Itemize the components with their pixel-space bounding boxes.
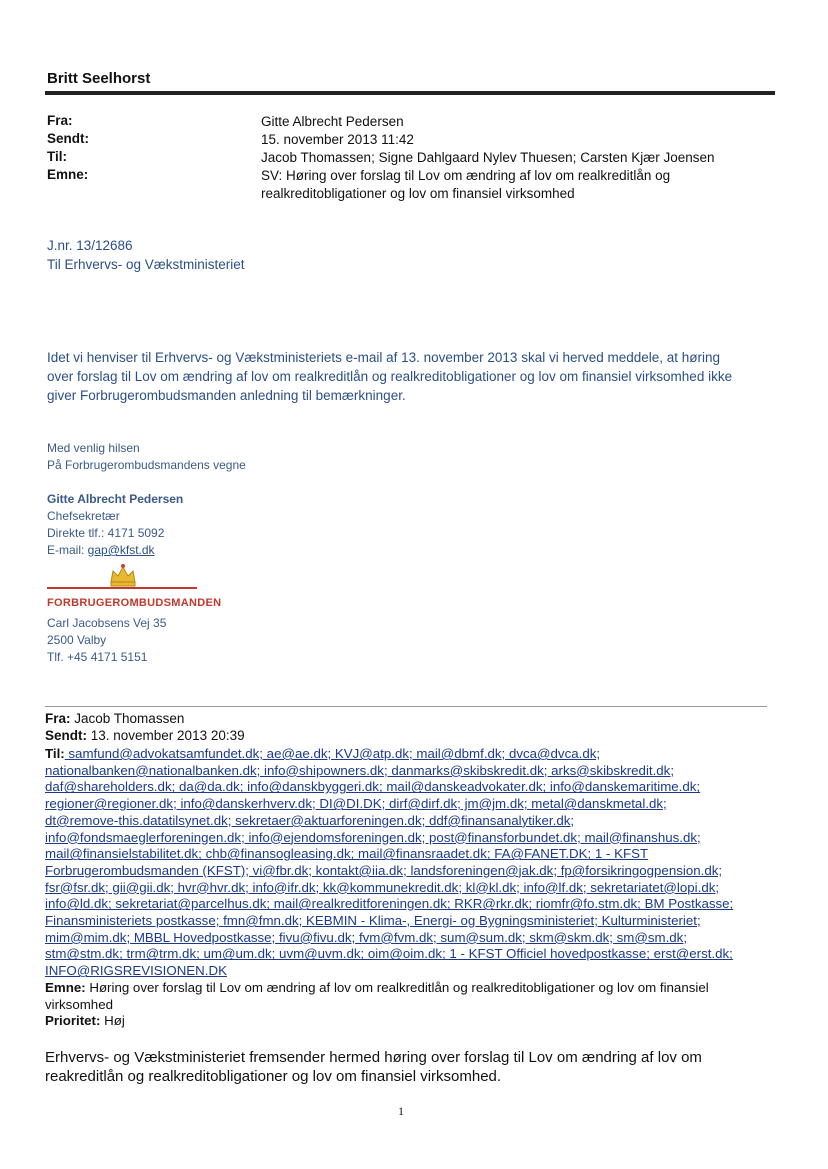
recipient-list-line[interactable]: Forbrugerombudsmanden (KFST); vi@fbr.dk; kontakt@iia.dk; landsforeningen@jak.dk; fp@forsikringogpension.dk; (45, 862, 723, 878)
recipient-list-line[interactable]: mail@finansielstabilitet.dk; chb@finansogleasing.dk; mail@finansraadet.dk; FA@FANET.DK; 1 - KFST (45, 846, 649, 862)
recipient-list-line[interactable]: fsr@fsr.dk; gii@gii.dk; hvr@hvr.dk; info@ifr.dk; kk@kommunekredit.dk; kl@kl.dk; info@lf.dk; sekretariatet@lopi.dk; (45, 879, 720, 895)
recipient-list-line[interactable]: regioner@regioner.dk; info@danskerhverv.dk; DI@DI.DK; dirf@dirf.dk; jm@jm.dk; metal@danskmetal.dk; (45, 796, 667, 812)
journal-number: J.nr. 13/12686 (47, 238, 133, 253)
signature-email-link[interactable]: gap@kfst.dk (87, 543, 155, 557)
page-number: 1 (398, 1104, 404, 1118)
forwarded-from-value: Jacob Thomassen (70, 711, 185, 726)
signature-greeting: Med venlig hilsen (47, 441, 140, 455)
forwarded-to-block (45, 746, 767, 1030)
recipient-list-line[interactable]: dt@remove-this.datatilsynet.dk; sekretaer@aktuarforeningen.dk; ddf@finansanalytiker.dk; (45, 812, 575, 828)
recipient-list-line[interactable]: INFO@RIGSREVISIONEN.DK (45, 963, 227, 979)
recipient-line: Til Erhvervs- og Vækstministeriet (47, 257, 245, 272)
priority-label: Prioritet: (45, 1013, 101, 1029)
address-line-1: Carl Jacobsens Vej 35 (47, 616, 167, 630)
forwarded-from (45, 711, 765, 728)
forwarded-sent-value: 13. november 2013 20:39 (87, 728, 245, 743)
subject-label: Emne: (47, 167, 89, 182)
sent-label: Sendt: (47, 131, 89, 146)
forwarded-sent (45, 728, 765, 745)
recipient-list-line[interactable]: mim@mim.dk; MBBL Hovedpostkasse; fivu@fivu.dk; fvm@fvm.dk; sum@sum.dk; skm@skm.dk; sm@sm.dk; (45, 929, 688, 945)
crown-logo-icon (108, 562, 138, 588)
signature-on-behalf: På Forbrugerombudsmandens vegne (47, 458, 246, 472)
address-line-2: 2500 Valby (47, 633, 107, 647)
forwarded-subject-line-1: Høring over forslag til Lov om ændring af lov om realkreditlån og realkreditobligationer og lov om finansiel (85, 979, 709, 995)
signature-email-row (47, 542, 155, 559)
recipient-list-line[interactable]: nationalbanken@nationalbanken.dk; info@shipowners.dk; danmarks@skibskredit.dk; arks@skibskredit.dk; (45, 762, 675, 778)
to-value: Jacob Thomassen; Signe Dahlgaard Nylev Thuesen; Carsten Kjær Joensen (261, 150, 715, 165)
forwarded-subject-line-2: virksomhed (45, 996, 113, 1012)
sent-value: 15. november 2013 11:42 (261, 132, 414, 147)
to-label: Til: (47, 149, 67, 164)
recipient-list-line[interactable]: samfund@advokatsamfundet.dk; ae@ae.dk; KVJ@atp.dk; mail@dbmf.dk; dvca@dvca.dk; (64, 746, 601, 761)
recipient-list-line[interactable]: stm@stm.dk; trm@trm.dk; um@um.dk; uvm@uvm.dk; oim@oim.dk; 1 - KFST Officiel hovedpostkasse; erst@erst.dk; (45, 946, 733, 962)
priority-value: Høj (100, 1013, 125, 1029)
from-value: Gitte Albrecht Pedersen (261, 114, 404, 129)
document-owner: Britt Seelhorst (47, 70, 151, 87)
signature-phone: Direkte tlf.: 4171 5092 (47, 526, 165, 540)
body-line-2: over forslag til Lov om ændring af lov om realkreditlån og realkreditobligationer og lov om finansiel virksomhed ikke (47, 369, 733, 384)
forwarded-body-line-2: reakreditlån og realkreditobligationer og lov om finansiel virksomhed. (45, 1068, 502, 1085)
forwarded-sent-label: Sendt: (45, 728, 87, 743)
forwarded-to-label: Til: (45, 746, 65, 761)
forward-separator (45, 706, 767, 707)
subject-value (261, 167, 731, 203)
reference-block (47, 236, 245, 274)
forwarded-from-label: Fra: (45, 711, 71, 726)
forwarded-body-line-1: Erhvervs- og Vækstministeriet fremsender hermed høring over forslag til Lov om ændring af lov om (45, 1049, 702, 1066)
recipient-list-line[interactable]: daf@shareholders.dk; da@da.dk; info@danskbyggeri.dk; mail@danskeadvokater.dk; info@danskemaritime.dk; (45, 779, 701, 795)
subject-line-2: realkreditobligationer og lov om finansiel virksomhed (261, 186, 575, 201)
header-rule (45, 91, 775, 95)
subject-line-1: SV: Høring over forslag til Lov om ændring af lov om realkreditlån og (261, 168, 671, 183)
logo-divider (47, 587, 197, 589)
recipient-list-line[interactable]: info@ld.dk; sekretariat@parcelhus.dk; mail@realkreditforeningen.dk; RKR@rkr.dk; riomfr@fo.stm.dk; BM Postkasse; (45, 896, 734, 912)
forwarded-subject-label: Emne: (45, 979, 86, 995)
email-label: E-mail: (47, 543, 88, 557)
recipient-list-line[interactable]: Finansministeriets postkasse; fmn@fmn.dk; KEBMIN - Klima-, Energi- og Bygningsministeriet; Kulturministeriet; (45, 913, 701, 929)
body-paragraph (47, 348, 767, 405)
address-phone: Tlf. +45 4171 5151 (47, 650, 148, 664)
logo-wordmark: FORBRUGEROMBUDSMANDEN (47, 597, 222, 609)
from-label: Fra: (47, 113, 73, 128)
body-line-3: giver Forbrugerombudsmanden anledning til bemærkninger. (47, 388, 406, 403)
forwarded-body (45, 1048, 765, 1086)
signature-title: Chefsekretær (47, 509, 120, 523)
recipient-list-line[interactable]: info@fondsmaeglerforeningen.dk; info@ejendomsforeningen.dk; post@finansforbundet.dk; mail@finanshus.dk; (45, 829, 701, 845)
body-line-1: Idet vi henviser til Erhvervs- og Vækstministeriets e-mail af 13. november 2013 skal vi herved meddele, at høring (47, 350, 721, 365)
signature-name: Gitte Albrecht Pedersen (47, 492, 184, 506)
